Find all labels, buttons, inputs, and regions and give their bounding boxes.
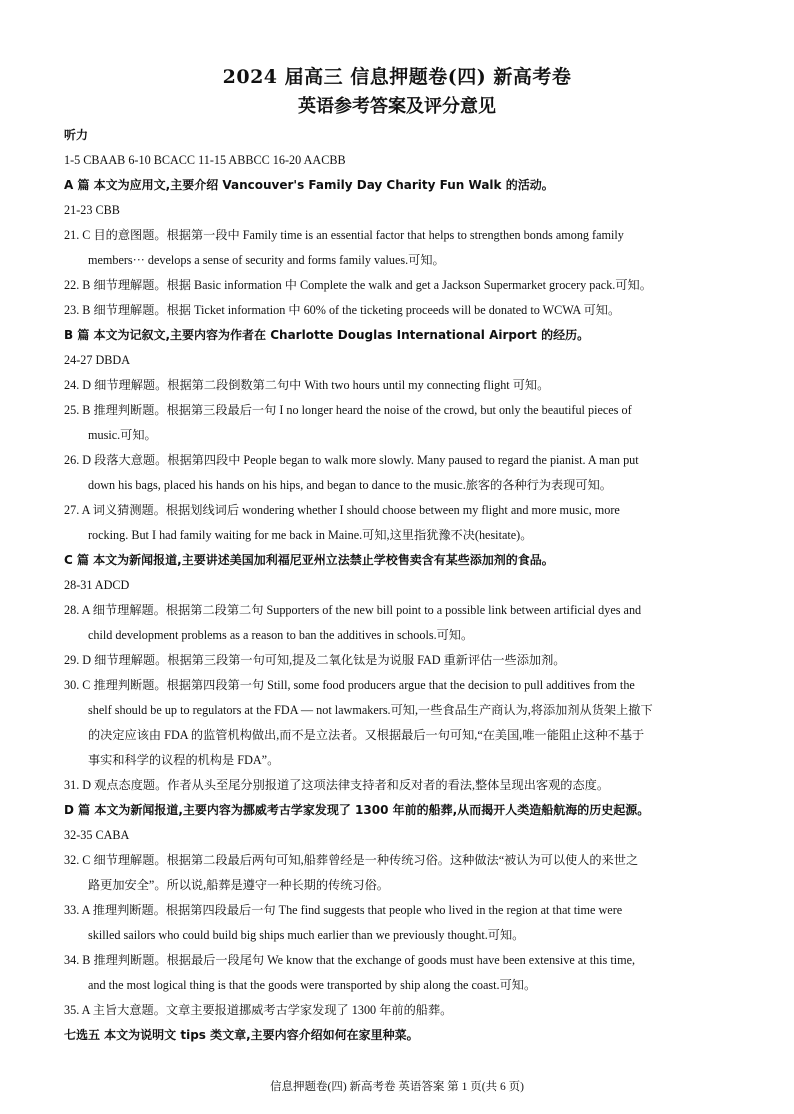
answer-text-line: 34. B 推理判断题。根据最后一段尾句 We know that the exchange of goods must have been extensive at this time, bbox=[64, 953, 636, 967]
answer-text-line: 的决定应该由 FDA 的监管机构做出,而不是立法者。又根据最后一句可知,“在美国,唯一能阻止这种不基于 bbox=[88, 728, 645, 742]
answer-text-line: 事实和科学的议程的机构是 FDA”。 bbox=[88, 753, 280, 767]
answer-text-line: music.可知。 bbox=[88, 428, 157, 442]
answer-text-line: child development problems as a reason to ban the additives in schools.可知。 bbox=[88, 628, 474, 642]
section-heading: A 篇 本文为应用文,主要介绍 Vancouver's Family Day Charity Fun Walk 的活动。 bbox=[64, 178, 554, 192]
answer-text-line: 28. A 细节理解题。根据第二段第二句 Supporters of the new bill point to a possible link between artificial dyes and bbox=[64, 603, 642, 617]
section-heading: C 篇 本文为新闻报道,主要讲述美国加利福尼亚州立法禁止学校售卖含有某些添加剂的食品。 bbox=[64, 553, 554, 567]
answer-text-line: 33. A 推理判断题。根据第四段最后一句 The find suggests that people who lived in the region at that time were bbox=[64, 903, 623, 917]
answer-text-line: down his bags, placed his hands on his hips, and began to dance to the music.旅客的各种行为表现可知。 bbox=[88, 478, 612, 492]
section-heading: D 篇 本文为新闻报道,主要内容为挪威考古学家发现了 1300 年前的船葬,从而揭开人类造船航海的历史起源。 bbox=[64, 803, 650, 817]
answer-text-line: 25. B 推理判断题。根据第三段最后一句 I no longer heard the noise of the crowd, but only the beautiful pieces of bbox=[64, 403, 632, 417]
answer-text-line: 24. D 细节理解题。根据第二段倒数第二句中 With two hours until my connecting flight 可知。 bbox=[64, 378, 550, 392]
answer-text-line: 27. A 词义猜测题。根据划线词后 wondering whether I should choose between my flight and more music, more bbox=[64, 503, 620, 517]
exam-title: 2024 届高三 信息押题卷(四) 新高考卷 bbox=[222, 66, 572, 88]
answer-text-line: 22. B 细节理解题。根据 Basic information 中 Complete the walk and get a Jackson Supermarket grocery pack.可知。 bbox=[64, 278, 652, 292]
answer-text-line: 26. D 段落大意题。根据第四段中 People began to walk more slowly. Many paused to regard the pianist. A man put bbox=[64, 453, 639, 467]
answer-text-line: 21. C 目的意图题。根据第一段中 Family time is an essential factor that helps to strengthen bonds among family bbox=[64, 228, 624, 242]
answer-text-line: 29. D 细节理解题。根据第三段第一句可知,提及二氧化钛是为说服 FAD 重新评估一些添加剂。 bbox=[64, 653, 566, 667]
answer-text-line: 32-35 CABA bbox=[64, 828, 130, 842]
answer-text-line: 21-23 CBB bbox=[64, 203, 120, 217]
page-footer: 信息押题卷(四) 新高考卷 英语答案 第 1 页(共 6 页) bbox=[270, 1081, 524, 1093]
answer-text-line: 35. A 主旨大意题。文章主要报道挪威考古学家发现了 1300 年前的船葬。 bbox=[64, 1003, 453, 1017]
answer-text-line: 24-27 DBDA bbox=[64, 353, 131, 367]
answer-text-line: members··· develops a sense of security and forms family values.可知。 bbox=[88, 253, 445, 267]
document-subtitle: 英语参考答案及评分意见 bbox=[298, 96, 496, 117]
answer-text-line: 30. C 推理判断题。根据第四段第一句 Still, some food producers argue that the decision to pull additives from the bbox=[64, 678, 635, 692]
answer-text-line: 31. D 观点态度题。作者从头至尾分别报道了这项法律支持者和反对者的看法,整体呈现出客观的态度。 bbox=[64, 778, 610, 792]
section-heading: B 篇 本文为记叙文,主要内容为作者在 Charlotte Douglas International Airport 的经历。 bbox=[64, 328, 590, 342]
answer-text-line: and the most logical thing is that the goods were transported by ship along the coast.可知。 bbox=[88, 978, 537, 992]
section-heading: 听力 bbox=[64, 128, 89, 142]
answer-text-line: skilled sailors who could build big ships much earlier than we previously thought.可知。 bbox=[88, 928, 525, 942]
answer-text-line: 1-5 CBAAB 6-10 BCACC 11-15 ABBCC 16-20 AACBB bbox=[64, 153, 346, 167]
answer-text-line: 28-31 ADCD bbox=[64, 578, 130, 592]
answer-text-line: rocking. But I had family waiting for me back in Maine.可知,这里指犹豫不决(hesitate)。 bbox=[88, 528, 533, 542]
answer-text-line: shelf should be up to regulators at the FDA — not lawmakers.可知,一些食品生产商认为,将添加剂从货架上撤下 bbox=[88, 703, 653, 717]
answer-text-line: 32. C 细节理解题。根据第二段最后两句可知,船葬曾经是一种传统习俗。这种做法“被认为可以使人的来世之 bbox=[64, 853, 639, 867]
answer-text-line: 23. B 细节理解题。根据 Ticket information 中 60% of the ticketing proceeds will be donated to WCWA 可知。 bbox=[64, 303, 621, 317]
section-heading: 七选五 本文为说明文 tips 类文章,主要内容介绍如何在家里种菜。 bbox=[64, 1028, 419, 1042]
answer-text-line: 路更加安全”。所以说,船葬是遵守一种长期的传统习俗。 bbox=[88, 878, 389, 892]
